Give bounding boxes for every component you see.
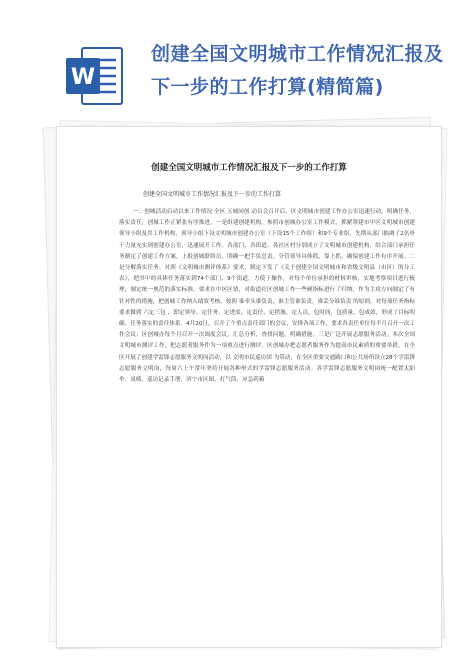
svg-text:W: W: [70, 65, 96, 90]
document-page: [56, 126, 442, 648]
page-header: [0, 0, 474, 120]
document-title: 创建全国文明城市工作情况汇报及下一步的工作打算: [151, 163, 347, 173]
document-subtitle: 创建全国文明城市工作情况汇报及下一步的工作打算: [143, 191, 282, 198]
document-body: 一、创城活动启动以来工作情况 全区 五城同创 动员会召开后，区文明城市创建工作办公室迅速行动，明确任务，落实责任，创城工作正紧张有序推进。一是组建创建机构。参照市创城办公室工作模式，抓紧筹建市中区文明城市创建领导小组及其工作机构，领导小组下设文明城市创建办公室（下设15个工作组）和9个专业组，先期从部门抽调了2名骨干力量充实到创建办公室，迅速展开工作。各部门、各街道、各社区村分别成立了文明城市创建机构，结合部门承担任务制定了创建工作方案，上报创城联络员，明确一把手负总责，分管领导具体抓，靠上抓，确保创建工作有序开展。二是分解落实任务。对照《文明城市测评体系》要求，制定下发了《关于创建全国文明城市和省级文明县（市区）的分工表》，把其中的具体任务落实到74个部门、9个街道，力使于操作，对每个单位承担的材料审核，实地考察项目进行梳理，制定统一规范的落实标准，要求在中区区情，对街道社区创城工作一些硬指标进行了归纳，作为主攻方向制定了有针对性的措施，把创城工作纳入绩效考核，按照 谁牵头谁负责，谁主管谁负责，谁丢分谁负责 的原则，对每项任务指标要求做到 六定三包 ，即定领导、定任务、定进度、定责任、定措施、定人员，包时间，包质量，包成效，形成了目标明确、任务落实的责任体系。4月20日，召开了个重点责任部门的会议，安排各项工作，要求各责任单位每半月召开一次工作会议；区创城办每个月召开一次调度会议，汇总分析，查找问题，明确措施。三是广泛开展志愿服务活动。本次全国文明城市测评工作，把志愿者服务作为一项重点进行测评。区创城办把志愿者服务作为提高市民素质的重要举措，在全区开展了创建学雷锋志愿服务文明岗活动，以 文明市民巡访团 为带动，在全区重要交通路口和公共场所设立28个学雷锋志愿服务文明岗，每周六上午常年坚持开展各种形式的学雷锋志愿服务活动。各学雷锋志愿服务文明岗统一配置太阳伞、桌椅、巡访记录手册、济宁市区图、打气筒、应急药箱: [119, 209, 415, 384]
word-document-icon: [62, 44, 126, 108]
page-title: 创建全国文明城市工作情况汇报及下一步的工作打算(精简篇): [151, 43, 444, 98]
